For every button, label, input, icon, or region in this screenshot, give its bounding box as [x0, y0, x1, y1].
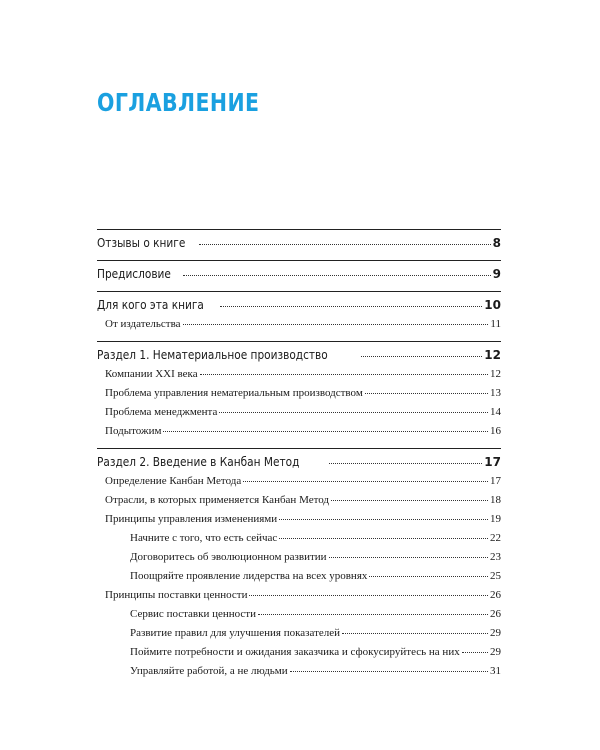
dot-leader [331, 499, 488, 501]
toc-entry[interactable] [97, 570, 501, 589]
dot-leader [361, 355, 482, 357]
toc-entry-page: 16 [490, 425, 501, 437]
toc-entry-label: Принципы поставки ценности [105, 589, 248, 601]
toc-entry[interactable] [97, 646, 501, 665]
toc-entry-page: 9 [492, 267, 501, 281]
toc-entry[interactable] [97, 260, 501, 291]
toc-entry-label: Предисловие [97, 267, 171, 281]
toc-entry[interactable] [97, 229, 501, 260]
toc-entry[interactable] [97, 406, 501, 425]
dot-leader [329, 556, 488, 558]
toc-entry-label: Управляйте работой, а не людьми [130, 665, 288, 677]
dot-leader [462, 651, 488, 653]
toc-entry-page: 12 [484, 348, 501, 362]
toc-entry-page: 17 [484, 455, 501, 469]
toc-entry[interactable] [97, 291, 501, 318]
toc-entry-label: Проблема управления нематериальным производством [105, 387, 363, 399]
toc-entry-page: 23 [490, 551, 501, 563]
dot-leader [342, 632, 488, 634]
toc-entry-label: Сервис поставки ценности [130, 608, 257, 620]
toc-entry-label: Отзывы о книге [97, 236, 186, 250]
toc-entry-label: Развитие правил для улучшения показателей [130, 627, 341, 639]
toc-entry-label: Для кого эта книга [97, 298, 204, 312]
dot-leader [200, 373, 488, 375]
toc-entry-label: Начните с того, что есть сейчас [130, 532, 278, 544]
toc-entry[interactable] [97, 608, 501, 627]
toc-entry[interactable] [97, 627, 501, 646]
dot-leader [163, 430, 488, 432]
toc-entry-page: 14 [490, 406, 501, 418]
toc-entry-page: 29 [490, 646, 501, 658]
toc-entry-label: Компании XXI века [105, 368, 198, 380]
dot-leader [369, 575, 488, 577]
dot-leader [258, 613, 488, 615]
dot-leader [220, 305, 482, 307]
dot-leader [199, 243, 490, 245]
toc-entry-page: 13 [490, 387, 501, 399]
toc-entry-page: 11 [490, 318, 501, 330]
dot-leader [183, 274, 491, 276]
toc-entry-label: Договоритесь об эволюционном развитии [130, 551, 327, 563]
toc-entry-page: 25 [490, 570, 501, 582]
toc-entry-page: 12 [490, 368, 501, 380]
page-title: ОГЛАВЛЕНИЕ [97, 88, 260, 117]
toc-entry[interactable] [97, 551, 501, 570]
toc-entry-label: Подытожим [105, 425, 162, 437]
toc-entry-page: 17 [490, 475, 501, 487]
toc-entry-label: Принципы управления изменениями [105, 513, 278, 525]
toc-entry-label: Раздел 2. Введение в Канбан Метод [97, 455, 300, 469]
toc-entry-page: 10 [484, 298, 501, 312]
toc-entry[interactable] [97, 589, 501, 608]
toc-entry[interactable] [97, 387, 501, 406]
toc-entry-page: 22 [490, 532, 501, 544]
dot-leader [243, 480, 488, 482]
toc-entry-page: 18 [490, 494, 501, 506]
toc-entry-page: 19 [490, 513, 501, 525]
dot-leader [329, 462, 482, 464]
toc-entry-label: Поощряйте проявление лидерства на всех уровнях [130, 570, 368, 582]
toc-entry[interactable] [97, 448, 501, 475]
toc-entry[interactable] [97, 494, 501, 513]
toc-entry-page: 26 [490, 608, 501, 620]
toc-entry-page: 31 [490, 665, 501, 677]
toc-entry[interactable] [97, 425, 501, 448]
toc-entry[interactable] [97, 341, 501, 368]
toc-entry[interactable] [97, 475, 501, 494]
toc-entry-label: От издательства [105, 318, 181, 330]
dot-leader [290, 670, 488, 672]
dot-leader [279, 537, 488, 539]
dot-leader [183, 323, 489, 325]
toc-entry[interactable] [97, 318, 501, 341]
toc-entry-page: 29 [490, 627, 501, 639]
toc-entry[interactable] [97, 513, 501, 532]
toc-entry-label: Раздел 1. Нематериальное производство [97, 348, 328, 362]
toc-entry-label: Отрасли, в которых применяется Канбан Метод [105, 494, 330, 506]
table-of-contents [97, 229, 501, 684]
dot-leader [279, 518, 488, 520]
toc-entry-label: Определение Канбан Метода [105, 475, 242, 487]
dot-leader [365, 392, 488, 394]
toc-entry[interactable] [97, 532, 501, 551]
toc-entry-page: 26 [490, 589, 501, 601]
toc-entry-page: 8 [492, 236, 501, 250]
toc-entry[interactable] [97, 368, 501, 387]
toc-entry-label: Поймите потребности и ожидания заказчика и сфокусируйтесь на них [130, 646, 460, 658]
toc-entry-label: Проблема менеджмента [105, 406, 218, 418]
toc-entry[interactable] [97, 665, 501, 684]
dot-leader [249, 594, 488, 596]
dot-leader [219, 411, 488, 413]
